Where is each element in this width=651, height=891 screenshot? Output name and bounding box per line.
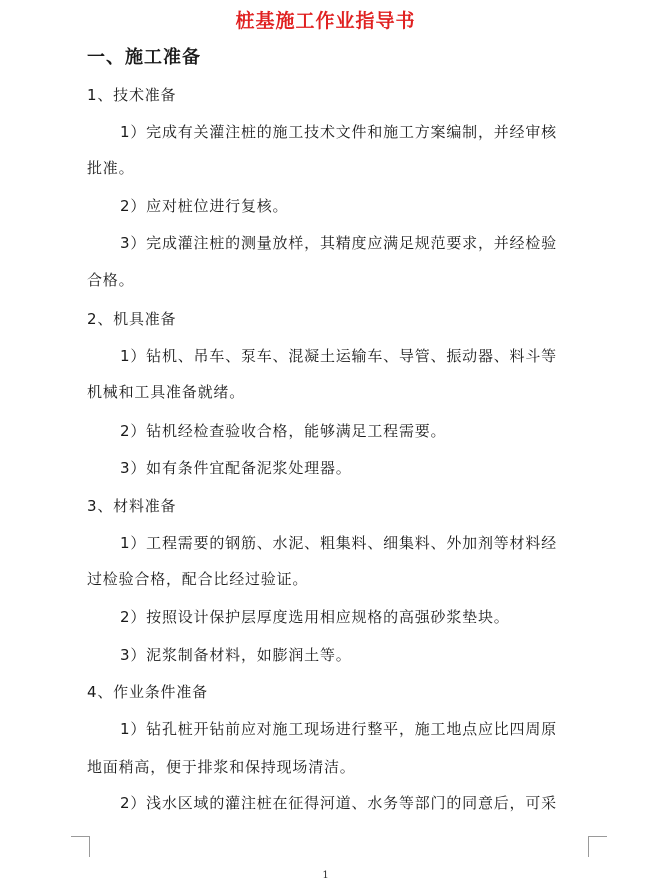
subsection-material-prep: 3、材料准备	[87, 497, 177, 515]
paragraph-line: 2）浅水区域的灌注桩在征得河道、水务等部门的同意后，可采	[120, 794, 557, 812]
margin-corner-mark-left	[71, 836, 90, 857]
page-number: 1	[322, 870, 329, 881]
paragraph-line: 机械和工具准备就绪。	[87, 383, 246, 401]
paragraph-line: 批准。	[87, 159, 135, 177]
paragraph-line: 1）工程需要的钢筋、水泥、粗集料、细集料、外加剂等材料经	[120, 534, 557, 552]
paragraph-line: 3）完成灌注桩的测量放样，其精度应满足规范要求，并经检验	[120, 234, 557, 252]
section-heading: 一、施工准备	[87, 47, 201, 68]
margin-corner-mark-right	[588, 836, 607, 857]
paragraph-line: 3）如有条件宜配备泥浆处理器。	[120, 459, 352, 477]
paragraph-line: 2）钻机经检查验收合格，能够满足工程需要。	[120, 422, 447, 440]
paragraph-line: 1）完成有关灌注桩的施工技术文件和施工方案编制，并经审核	[120, 123, 557, 141]
paragraph-line: 2）应对桩位进行复核。	[120, 197, 289, 215]
paragraph-line: 2）按照设计保护层厚度选用相应规格的高强砂浆垫块。	[120, 608, 510, 626]
subsection-equipment-prep: 2、机具准备	[87, 310, 177, 328]
paragraph-line: 合格。	[87, 271, 135, 289]
subsection-site-condition-prep: 4、作业条件准备	[87, 683, 208, 701]
paragraph-line: 3）泥浆制备材料，如膨润土等。	[120, 646, 352, 664]
paragraph-line: 过检验合格，配合比经过验证。	[87, 570, 309, 588]
document-title: 桩基施工作业指导书	[235, 10, 416, 32]
paragraph-line: 地面稍高，便于排浆和保持现场清洁。	[87, 758, 356, 776]
paragraph-line: 1）钻机、吊车、泵车、混凝土运输车、导管、振动器、料斗等	[120, 347, 557, 365]
subsection-technical-prep: 1、技术准备	[87, 86, 177, 104]
paragraph-line: 1）钻孔桩开钻前应对施工现场进行整平，施工地点应比四周原	[120, 720, 557, 738]
